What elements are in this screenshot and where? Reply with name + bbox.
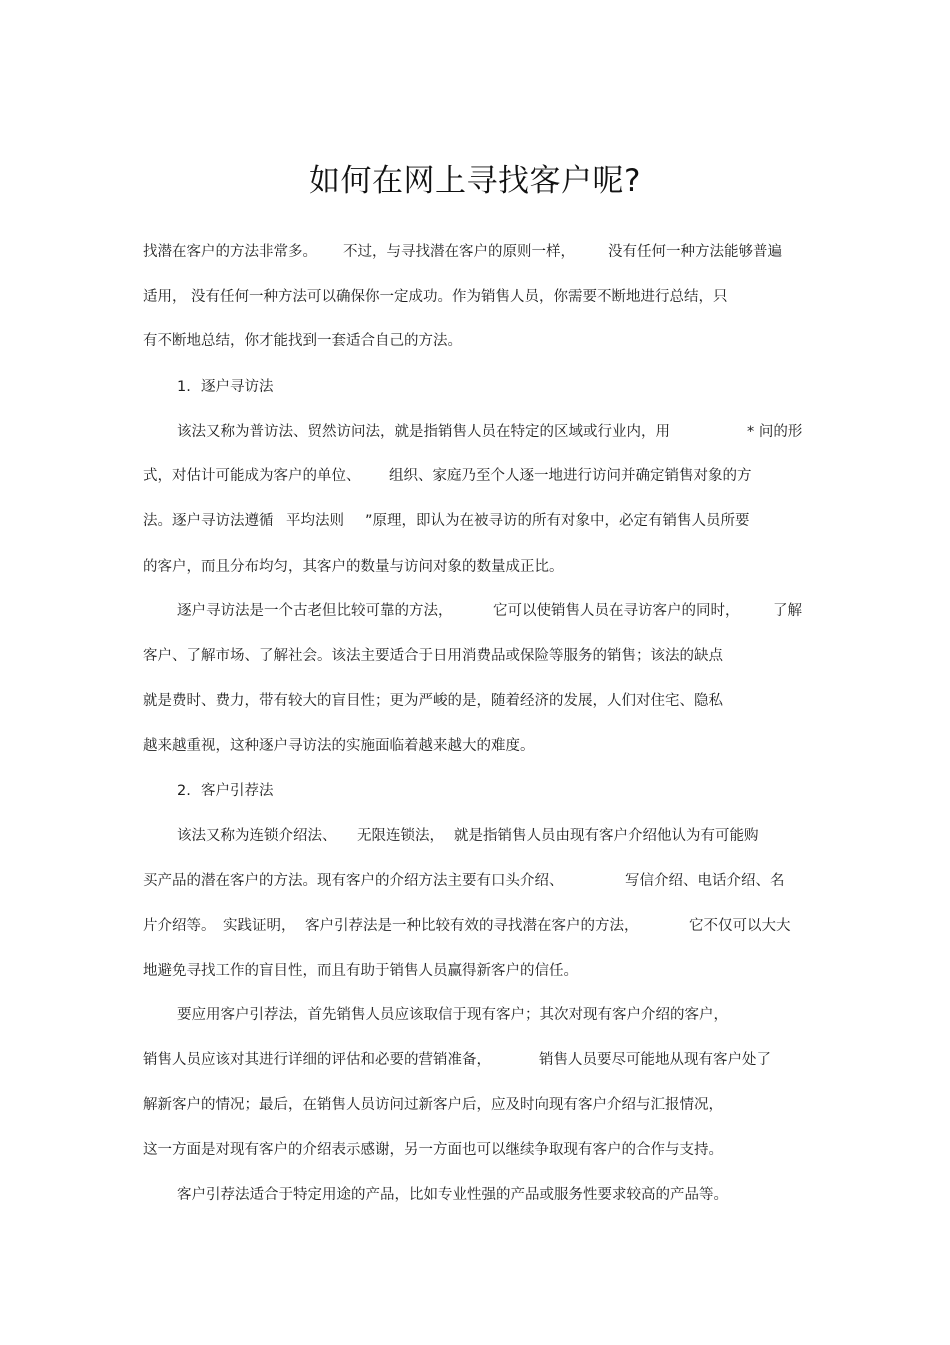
text-segment: 有不断地总结，你才能找到一套适合自己的方法。 — [143, 333, 462, 349]
text-segment: 买产品的潜在客户的方法。现有客户的介绍方法主要有口头介绍、 — [143, 873, 564, 889]
text-segment: 式，对估计可能成为客户的单位、 — [143, 468, 361, 484]
text-segment: 越来越重视，这种逐户寻访法的实施面临着越来越大的难度。 — [143, 738, 535, 754]
paragraph-line — [143, 870, 823, 892]
paragraph-line — [143, 421, 823, 443]
text-segment: 没有任何一种方法可以确保你一定成功。作为销售人员，你需要不断地进行总结，只 — [191, 289, 728, 305]
paragraph-line — [143, 465, 823, 487]
paragraph-line — [143, 1139, 823, 1161]
text-segment: 解新客户的情况；最后，在销售人员访问过新客户后，应及时向现有客户介绍与汇报情况， — [143, 1097, 723, 1113]
text-segment: 的客户，而且分布均匀，其客户的数量与访问对象的数量成正比。 — [143, 559, 564, 575]
text-segment: 组织、家庭乃至个人逐一地进行访问并确定销售对象的方 — [389, 468, 752, 484]
paragraph-line — [143, 556, 823, 578]
paragraph-line — [143, 735, 823, 757]
text-segment: 销售人员应该对其进行详细的评估和必要的营销准备， — [143, 1052, 491, 1068]
paragraph-line — [143, 645, 823, 667]
text-segment: 法。逐户寻访法遵循 — [143, 513, 274, 529]
paragraph-line — [143, 1184, 823, 1206]
section-heading-2 — [143, 780, 823, 802]
text-segment: ”原理，即认为在被寻访的所有对象中，必定有销售人员所要 — [365, 513, 750, 529]
text-segment: 片介绍等。 — [143, 918, 216, 934]
text-segment: 客户引荐法适合于特定用途的产品，比如专业性强的产品或服务性要求较高的产品等。 — [177, 1187, 728, 1203]
text-segment: 写信介绍、电话介绍、名 — [625, 873, 785, 889]
text-segment: 销售人员要尽可能地从现有客户处了 — [539, 1052, 771, 1068]
section-title: 客户引荐法 — [201, 783, 274, 799]
paragraph-line — [143, 600, 823, 622]
text-segment: 它可以使销售人员在寻访客户的同时， — [493, 603, 740, 619]
text-segment: 就是指销售人员由现有客户介绍他认为有可能购 — [454, 828, 759, 844]
section-heading-1 — [143, 376, 823, 398]
paragraph-line — [143, 1094, 823, 1116]
text-segment: 它不仅可以大大 — [689, 918, 791, 934]
text-segment: 要应用客户引荐法，首先销售人员应该取信于现有客户；其次对现有客户介绍的客户， — [177, 1007, 728, 1023]
paragraph-line — [143, 1004, 823, 1026]
paragraph-line — [143, 241, 823, 263]
paragraph-line — [143, 330, 823, 352]
text-segment: 无限连锁法， — [357, 828, 444, 844]
document-title: 如何在网上寻找客户呢? — [309, 163, 641, 199]
text-segment: 逐户寻访法是一个古老但比较可靠的方法， — [177, 603, 453, 619]
text-segment: 该法又称为连锁介绍法、 — [177, 828, 337, 844]
section-number: 2. — [177, 783, 191, 799]
paragraph-line — [143, 915, 823, 937]
text-segment: 这一方面是对现有客户的介绍表示感谢，另一方面也可以继续争取现有客户的合作与支持。 — [143, 1142, 723, 1158]
text-segment: 该法又称为普访法、贸然访问法，就是指销售人员在特定的区域或行业内，用 — [177, 424, 670, 440]
text-segment: 没有任何一种方法能够普遍 — [608, 244, 782, 260]
paragraph-line — [143, 690, 823, 712]
text-segment: 实践证明， — [223, 918, 296, 934]
text-segment: 地避免寻找工作的盲目性，而且有助于销售人员赢得新客户的信任。 — [143, 963, 578, 979]
text-segment: 不过，与寻找潜在客户的原则一样， — [343, 244, 575, 260]
text-segment: 就是费时、费力，带有较大的盲目性；更为严峻的是，随着经济的发展，人们对住宅、隐私 — [143, 693, 723, 709]
paragraph-line — [143, 825, 823, 847]
paragraph-line — [143, 960, 823, 982]
paragraph-line — [143, 286, 823, 308]
paragraph-line — [143, 510, 823, 532]
text-segment: 适用， — [143, 289, 187, 305]
text-segment: 平均法则 — [286, 513, 344, 529]
text-segment: 客户引荐法是一种比较有效的寻找潜在客户的方法， — [305, 918, 639, 934]
paragraph-line — [143, 1049, 823, 1071]
section-number: 1. — [177, 379, 191, 395]
text-segment: 找潜在客户的方法非常多。 — [143, 244, 317, 260]
text-segment: 了解 — [773, 603, 802, 619]
text-segment: * 问的形 — [747, 424, 803, 440]
text-segment: 客户、了解市场、了解社会。该法主要适合于日用消费品或保险等服务的销售；该法的缺点 — [143, 648, 723, 664]
section-title: 逐户寻访法 — [201, 379, 274, 395]
